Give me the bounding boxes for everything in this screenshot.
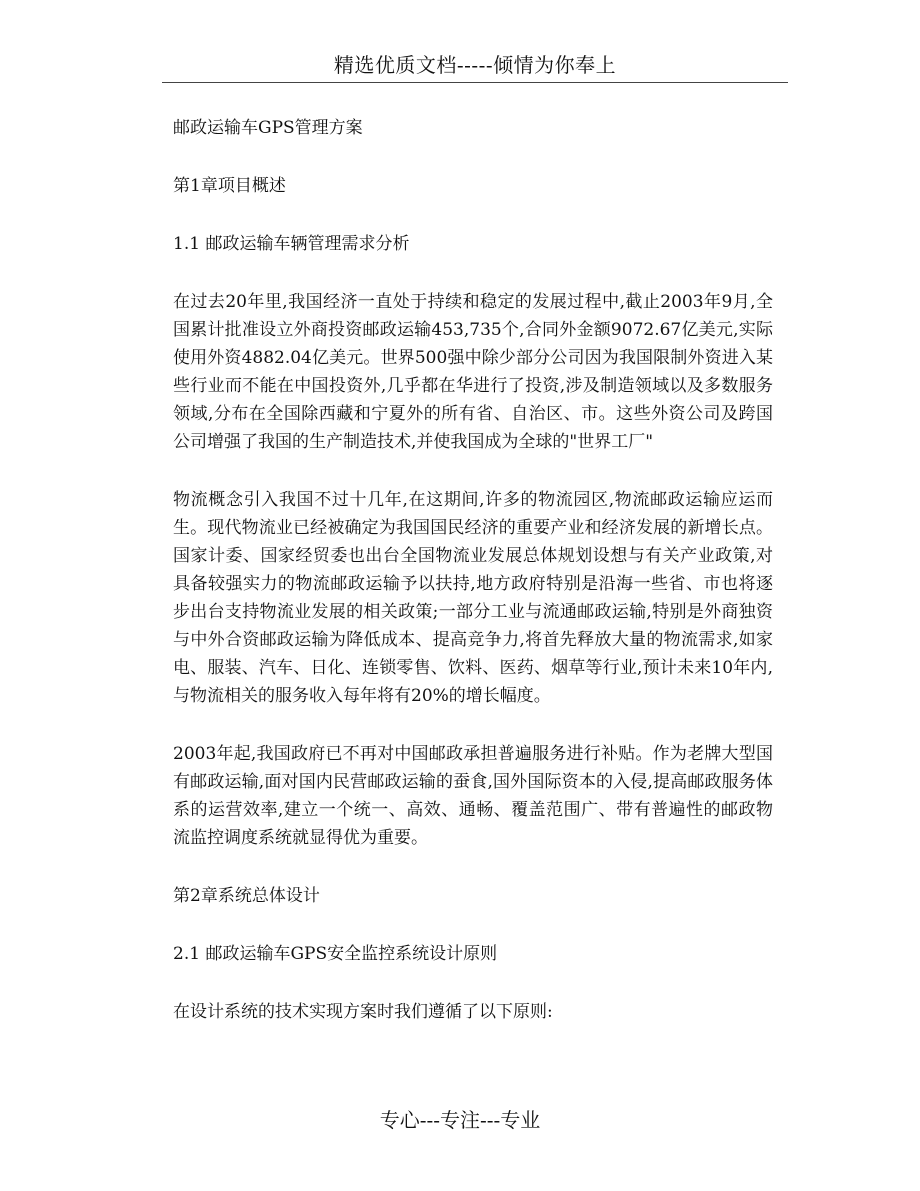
chapter-2-heading: 第2章系统总体设计	[173, 886, 320, 906]
document-body	[173, 114, 773, 1056]
paragraph-3: 2003年起,我国政府已不再对中国邮政承担普遍服务进行补贴。作为老牌大型国有邮政运输,面对国内民营邮政运输的蚕食,国外国际资本的入侵,提高邮政服务体系的运营效率,建立一个统一、高效、通畅、覆盖范围广、带有普遍性的邮政物流监控调度系统就显得优为重要。	[173, 744, 773, 848]
paragraph-4: 在设计系统的技术实现方案时我们遵循了以下原则:	[173, 1002, 553, 1022]
section-2-1-heading: 2.1 邮政运输车GPS安全监控系统设计原则	[173, 944, 498, 964]
paragraph-2: 物流概念引入我国不过十几年,在这期间,许多的物流园区,物流邮政运输应运而生。现代物流业已经被确定为我国国民经济的重要产业和经济发展的新增长点。国家计委、国家经贸委也出台全国物流业发展总体规划设想与有关产业政策,对具备较强实力的物流邮政运输予以扶持,地方政府特别是沿海一些省、市也将逐步出台支持物流业发展的相关政策;一部分工业与流通邮政运输,特别是外商独资与中外合资邮政运输为降低成本、提高竞争力,将首先释放大量的物流需求,如家电、服装、汽车、日化、连锁零售、饮料、医药、烟草等行业,预计未来10年内,与物流相关的服务收入每年将有20%的增长幅度。	[173, 490, 773, 706]
paragraph-1: 在过去20年里,我国经济一直处于持续和稳定的发展过程中,截止2003年9月,全国累计批准设立外商投资邮政运输453,735个,合同外金额9072.67亿美元,实际使用外资4882.04亿美元。世界500强中除少部分公司因为我国限制外资进入某些行业而不能在中国投资外,几乎都在华进行了投资,涉及制造领域以及多数服务领域,分布在全国除西藏和宁夏外的所有省、自治区、市。这些外资公司及跨国公司增强了我国的生产制造技术,并使我国成为全球的"世界工厂"	[173, 292, 773, 452]
document-title: 邮政运输车GPS管理方案	[173, 118, 363, 138]
page-footer: 专心---专注---专业	[379, 1108, 541, 1132]
chapter-1-heading: 第1章项目概述	[173, 176, 286, 196]
page-header	[162, 52, 788, 83]
section-1-1-heading: 1.1 邮政运输车辆管理需求分析	[173, 234, 410, 254]
header-title: 精选优质文档-----倾情为你奉上	[333, 53, 617, 77]
